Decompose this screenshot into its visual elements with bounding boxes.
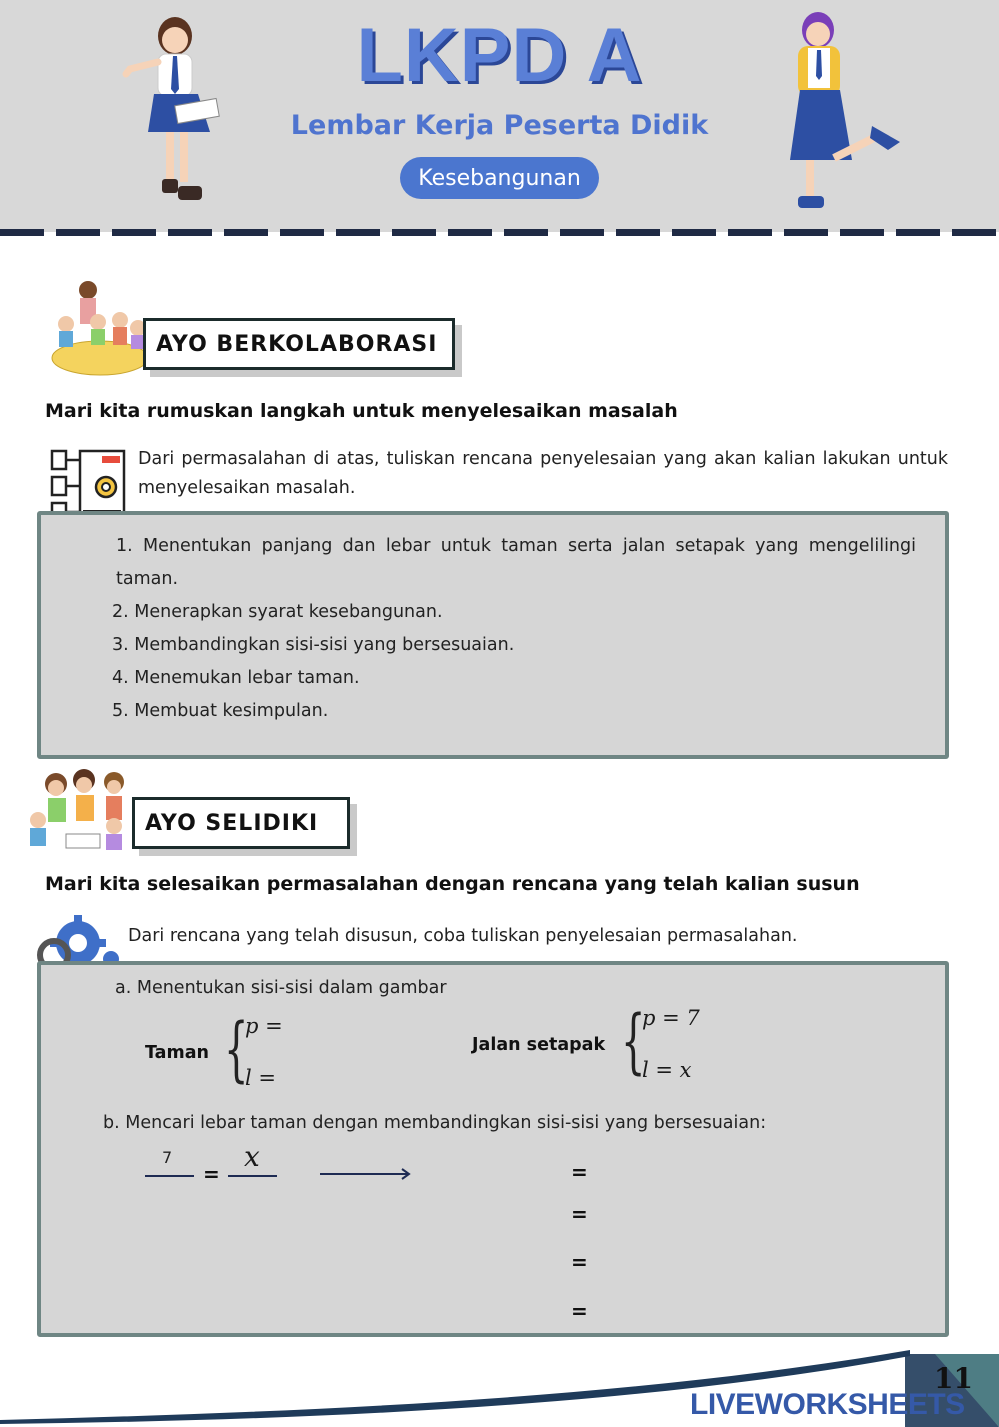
step-text: Membandingkan sisi-sisi yang bersesuaian. (134, 635, 515, 655)
plan-step (112, 695, 916, 728)
liveworksheets-logo: LIVEWORKSHEETS (690, 1388, 965, 1421)
step-number: 2. (112, 602, 129, 622)
jalan-l-expression: l = x (642, 1058, 692, 1082)
answer-equals-1: = (571, 1160, 588, 1184)
plan-step (112, 662, 916, 695)
header-dashed-divider (0, 229, 999, 236)
jalan-setapak-label: Jalan setapak (472, 1035, 606, 1055)
taman-brace: { (224, 1008, 249, 1090)
section2-heading: Mari kita selesaikan permasalahan dengan rencana yang telah kalian susun (45, 873, 860, 895)
step-number: 1. (116, 536, 133, 556)
section-label-collaborate: AYO BERKOLABORASI (143, 318, 455, 370)
step-text: Membuat kesimpulan. (134, 701, 329, 721)
solution-answer-box (37, 961, 949, 1337)
worksheet-subtitle: Lembar Kerja Peserta Didik (290, 110, 709, 141)
fraction-right-numerator: x (244, 1140, 260, 1173)
step-number: 3. (112, 635, 129, 655)
taman-p-expression: p = (245, 1014, 283, 1038)
section2-instruction: Dari rencana yang telah disusun, coba tuliskan penyelesaian permasalahan. (128, 926, 798, 946)
arrow-right-icon (318, 1167, 414, 1181)
investigating-kids-illustration (26, 768, 138, 858)
answer-equals-3: = (571, 1250, 588, 1274)
jalan-p-expression: p = 7 (642, 1006, 700, 1030)
fraction-right-bar (228, 1175, 277, 1177)
part-b-prompt: b. Mencari lebar taman dengan membandingkan sisi-sisi yang bersesuaian: (103, 1113, 767, 1133)
taman-label: Taman (145, 1043, 209, 1063)
step-text: Menerapkan syarat kesebangunan. (134, 602, 443, 622)
fraction-left-numerator: 7 (162, 1148, 173, 1167)
topic-pill: Kesebangunan (400, 157, 599, 199)
fraction-equals-sign: = (203, 1162, 220, 1186)
answer-equals-2: = (571, 1202, 588, 1226)
step-number: 4. (112, 668, 129, 688)
section1-instruction: Dari permasalahan di atas, tuliskan rencana penyelesaian yang akan kalian lakukan untuk menyelesaikan masalah. (138, 449, 948, 498)
worksheet-title: LKPD A (356, 13, 643, 98)
plan-step (112, 629, 916, 662)
taman-l-expression: l = (245, 1066, 276, 1090)
step-text: Menemukan lebar taman. (134, 668, 360, 688)
part-a-prompt: a. Menentukan sisi-sisi dalam gambar (115, 978, 447, 998)
jalan-setapak-brace: { (621, 1000, 646, 1082)
answer-equals-4: = (571, 1299, 588, 1323)
step-number: 5. (112, 701, 129, 721)
section1-heading: Mari kita rumuskan langkah untuk menyelesaikan masalah (45, 400, 678, 422)
plan-step (112, 530, 916, 596)
page-number: 11 (934, 1362, 973, 1395)
fraction-left-bar (145, 1175, 194, 1177)
step-text: Menentukan panjang dan lebar untuk taman serta jalan setapak yang mengelilingi taman. (116, 536, 916, 589)
plan-steps-list (112, 530, 916, 728)
section-label-investigate: AYO SELIDIKI (132, 797, 350, 849)
plan-step (112, 596, 916, 629)
